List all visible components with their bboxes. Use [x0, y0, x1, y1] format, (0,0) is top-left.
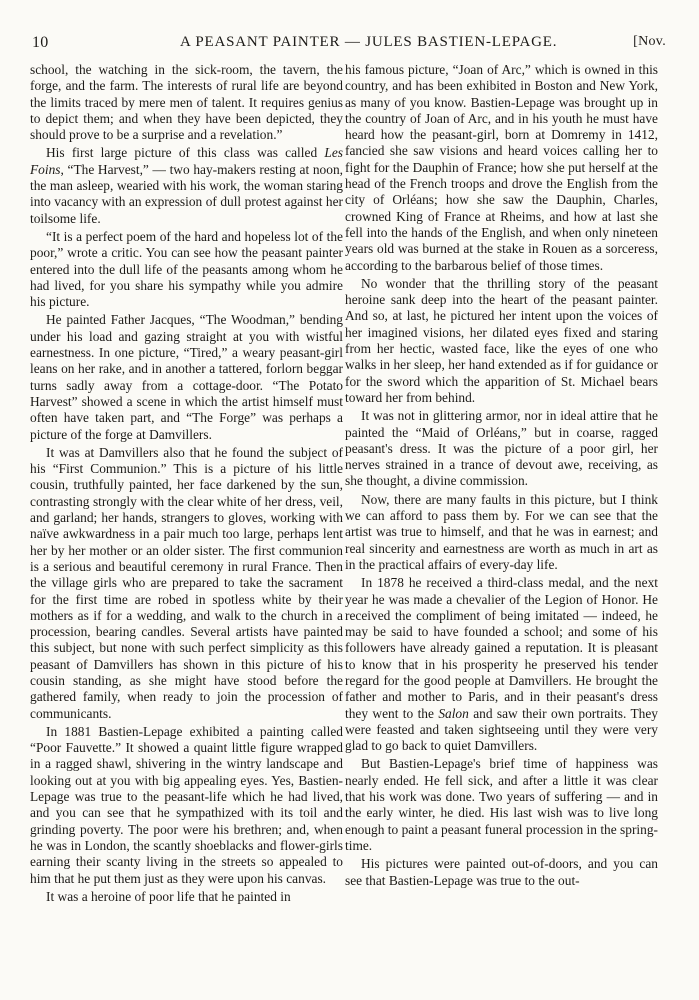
paragraph: It was at Damvillers also that he found the subject of his “First Communion.” This is a picture of his little cousin, truthfully painted, her face darkened by the sun, contrasting strongly with the clear white of her dress, veil, and garland; her hands, strangers to gloves, working with naïve awkwardness in a pair much too large, perhaps lent her by her mother or an older sister. The first communion is a serious and beautiful ceremony in rural France. Then the village girls who are prepared to take the sacrament for the first time are robed in spotless white by their mothers as if for a wedding, and walk to the church in a procession, bearing candles. Several artists have painted this subject, but none with such perfect simplicity as this peasant of Damvillers has shown in this picture of his cousin standing, as she might have stood before the gathered family, when ready to join the procession of communicants. [30, 444, 343, 721]
paragraph: His pictures were painted out-of-doors, and you can see that Bastien-Lepage was true to the out- [345, 856, 658, 888]
paragraph: Now, there are many faults in this picture, but I think we can afford to pass them by. For we can see that the artist was true to himself, and that he was in earnest; and real sincerity and earnestness are worth as much in art as in the practical affairs of every-day life. [345, 491, 658, 572]
paragraph: No wonder that the thrilling story of the peasant heroine sank deep into the heart of the peasant painter. And so, at last, he pictured her intent upon the voices of her imagined visions, her dilated eyes fixed and staring from her hectic, wasted face, like the eyes of one who walks in her sleep, her hand extended as if for guidance or for the sword which the apparition of St. Michael bears toward her from behind. [345, 275, 658, 405]
paragraph: his famous picture, “Joan of Arc,” which is owned in this country, and has been exhibited in Boston and New York, as many of you know. Bastien-Lepage was brought up in the country of Joan of Arc, and in his youth he must have heard how the peasant-girl, born at Domremy in 1412, fancied she saw visions and heard voices calling her to fight for the Dauphin of France; how she put herself at the head of the French troops and drove the English from the city of Orléans; how she saw the Dauphin, Charles, crowned King of France at Rheims, and how at last she fell into the hands of the English, and when only nineteen years old was burned at the stake in Rouen as a sorceress, according to the barbarous belief of those times. [345, 62, 658, 273]
painting-title: Les Foins [30, 145, 343, 177]
text: His first large picture of this class was called [46, 145, 325, 161]
right-column [345, 62, 658, 889]
text: In 1878 he received a third-class medal, and the next year he was made a chevalier of the Legion of Honor. He received the compliment of being imitated — indeed, he may be said to have founded a school; and some of his followers have already gained a reputation. It is pleasant to know that in his prosperity he preserved his tender regard for the good people at Damvillers. He brought the father and mother to Paris, and in their peasant's dress they went to the [345, 575, 658, 721]
paragraph: It was not in glittering armor, nor in ideal attire that he painted the “Maid of Orléans,” but in coarse, ragged peasant's dress. It was the picture of a poor girl, her nerves strained in a trance of devout awe, receiving, as she thought, a divine commission. [345, 408, 658, 489]
running-header [30, 32, 670, 58]
paragraph: He painted Father Jacques, “The Woodman,” bending under his load and gazing straight at you with wistful earnestness. In one picture, “Tired,” a weary peasant-girl leans on her rake, and in another a tattered, forlorn beggar turns sadly away from a cottage-door. “The Potato Harvest” showed a scene in which the artist himself must often have taken part, and “The Forge” was perhaps a picture of the forge at Damvillers. [30, 312, 343, 442]
running-title: A PEASANT PAINTER — JULES BASTIEN-LEPAGE. [180, 34, 558, 50]
paragraph [30, 145, 343, 226]
page-number: 10 [32, 34, 49, 51]
paragraph: It was a heroine of poor life that he painted in [46, 888, 291, 904]
paragraph: “It is a perfect poem of the hard and hopeless lot of the poor,” wrote a critic. You can see how the peasant painter entered into the dull life of the peasants among whom he had lived, for you share his sympathy while you admire his picture. [30, 228, 343, 310]
paragraph [345, 575, 658, 754]
text: , “The Harvest,” — two hay-makers resting at noon, the man asleep, wearied with his work, the woman staring into vacancy with an expression of dull protest against her toilsome life. [30, 161, 343, 226]
salon-word: Salon [438, 705, 469, 721]
text: and saw their own portraits. They were feasted and taken sightseeing until they were very glad to go back to quiet Damvillers. [345, 705, 659, 754]
paragraph: But Bastien-Lepage's brief time of happiness was nearly ended. He fell sick, and after a little it was clear that his work was done. Two years of suffering — and in the early winter, he died. His last wish was to live long enough to paint a peasant funeral procession in the spring-time. [345, 756, 658, 853]
left-column [30, 62, 343, 905]
paragraph: In 1881 Bastien-Lepage exhibited a painting called “Poor Fauvette.” It showed a quaint little figure wrapped in a ragged shawl, shivering in the wintry landscape and looking out at you with big appealing eyes. Yes, Bastien-Lepage was true to the peasant-life which he had lived, and you can see that he sympathized with its toil and grinding poverty. The poor were his brethren; and, when he was in London, the scantly shoeblacks and flower-girls earning their scanty living in the streets so appealed to him that he put them just as they were upon his canvas. [30, 723, 343, 886]
issue-date: [Nov. [633, 34, 666, 49]
paragraph: school, the watching in the sick-room, the tavern, the forge, and the farm. The interests of rural life are beyond the limits traced by mere men of talent. It requires genius to depict them; and when they have been depicted, they should prove to be a surprise and a revelation.” [30, 62, 343, 143]
